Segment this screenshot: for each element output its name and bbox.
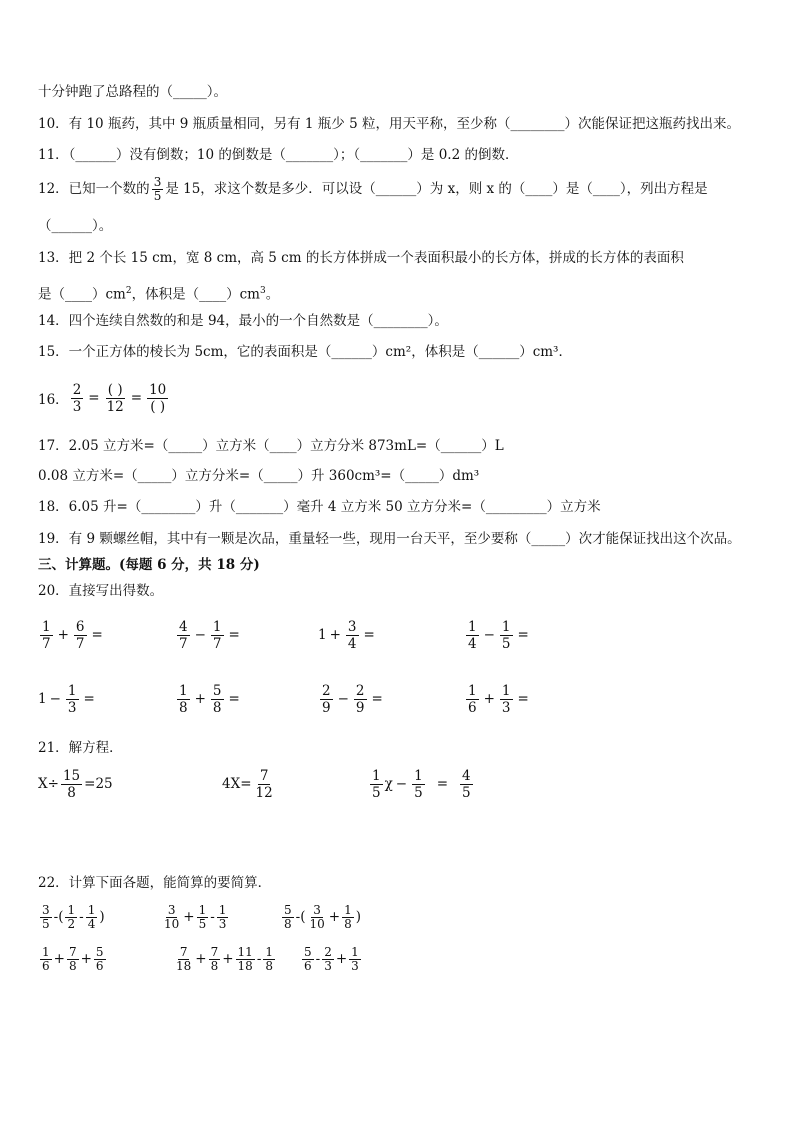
q20-expression: $\frac{2}{9}$ − $\frac{2}{9}$ =	[322, 682, 383, 716]
q12-post: 是 15，求这个数是多少．可以设（______）为 x，则 x 的（____）是（____），列出方程是	[165, 181, 708, 197]
q20-expression: $\frac{1}{8}$ + $\frac{5}{8}$ =	[179, 682, 240, 716]
equation-3: $\frac{1}{5}$ χ − $\frac{1}{5}$ = $\frac{4}{5}$	[372, 767, 471, 801]
equation-2: 4 X = $\frac{7}{12}$	[222, 767, 273, 801]
question-17a: 17．2.05 立方米=（_____）立方米（____）立方分米 873mL=（______）L	[38, 438, 504, 454]
question-15: 15．一个正方体的棱长为 5cm，它的表面积是（______）cm²，体积是（______）cm³．	[38, 344, 572, 360]
calc-3: $\frac{5}{8}$ - ( $\frac{3}{10}$ + $\frac{1}{8}$ )	[284, 902, 361, 931]
q20-expression: $\frac{1}{6}$ + $\frac{1}{3}$ =	[468, 682, 529, 716]
question-19: 19．有 9 颗螺丝帽，其中有一颗是次品，重量轻一些，现用一台天平，至少要称（_____）次才能保证找出这个次品。	[38, 531, 741, 547]
calc-5: $\frac{7}{18}$ + $\frac{7}{8}$ + $\frac{11}{18}$ - $\frac{1}{8}$	[176, 944, 274, 973]
question-10: 10．有 10 瓶药，其中 9 瓶质量相同，另有 1 瓶少 5 粒，用天平称，至少称（________）次能保证把这瓶药找出来。	[38, 116, 740, 132]
q20-expression: $\frac{4}{7}$ − $\frac{1}{7}$ =	[179, 618, 240, 652]
question-12a	[38, 171, 708, 207]
line-l0: 十分钟跑了总路程的（_____）。	[38, 84, 227, 100]
question-18: 18．6.05 升=（________）升（_______）毫升 4 立方米 50 立方分米=（_________）立方米	[38, 499, 601, 515]
question-22: 22．计算下面各题，能简算的要简算．	[38, 875, 272, 891]
question-12b: （______）。	[38, 218, 113, 234]
question-14: 14．四个连续自然数的和是 94，最小的一个自然数是（________）。	[38, 313, 448, 329]
q20-expression: $\frac{1}{4}$ − $\frac{1}{5}$ =	[468, 618, 529, 652]
q20-expression: $\frac{1}{7}$ + $\frac{6}{7}$ =	[42, 618, 103, 652]
calc-6: $\frac{5}{6}$ - $\frac{2}{3}$ + $\frac{1}{3}$	[304, 944, 359, 973]
question-13a: 13．把 2 个长 15 cm，宽 8 cm，高 5 cm 的长方体拼成一个表面积最小的长方体，拼成的长方体的表面积	[38, 250, 684, 266]
fraction-q16c: $\frac{10}{( )}$	[149, 381, 167, 415]
calc-2: $\frac{3}{10}$ + $\frac{1}{5}$ - $\frac{1}{3}$	[164, 902, 227, 931]
calc-1: $\frac{3}{5}$ - ( $\frac{1}{2}$ - $\frac{1}{4}$ )	[42, 902, 105, 931]
question-17b: 0.08 立方米=（_____）立方分米=（_____）升 360cm³=（_____）dm³	[38, 468, 480, 484]
q20-expression: 1 + $\frac{3}{4}$ =	[318, 618, 375, 652]
equation-1: X ÷ $\frac{15}{8}$ = 25	[38, 767, 113, 801]
question-11: 11．（______）没有倒数；10 的倒数是（_______）；（_______）是 0.2 的倒数．	[38, 147, 519, 163]
q12-pre: 12．已知一个数的	[38, 181, 150, 197]
calc-4: $\frac{1}{6}$ + $\frac{7}{8}$ + $\frac{5}{6}$	[42, 944, 104, 973]
question-16: 16． $\frac{2}{3}$ = $\frac{( )}{12}$ = $\frac{10}{( )}$	[38, 381, 167, 415]
question-20: 20．直接写出得数。	[38, 583, 164, 599]
section-3-title: 三、计算题。(每题 6 分，共 18 分)	[38, 557, 260, 573]
fraction-q16a: $\frac{2}{3}$	[72, 381, 82, 415]
question-21: 21．解方程．	[38, 740, 123, 756]
q20-expression: 1 − $\frac{1}{3}$ =	[38, 682, 95, 716]
fraction-q12: $\frac{3}{5}$	[153, 174, 162, 203]
fraction-q16b: $\frac{( )}{12}$	[106, 381, 124, 415]
question-13b: 是$(\_\_\_\_)cm^2$，体积是$(\_\_\_\_)cm^3$。	[38, 286, 280, 303]
